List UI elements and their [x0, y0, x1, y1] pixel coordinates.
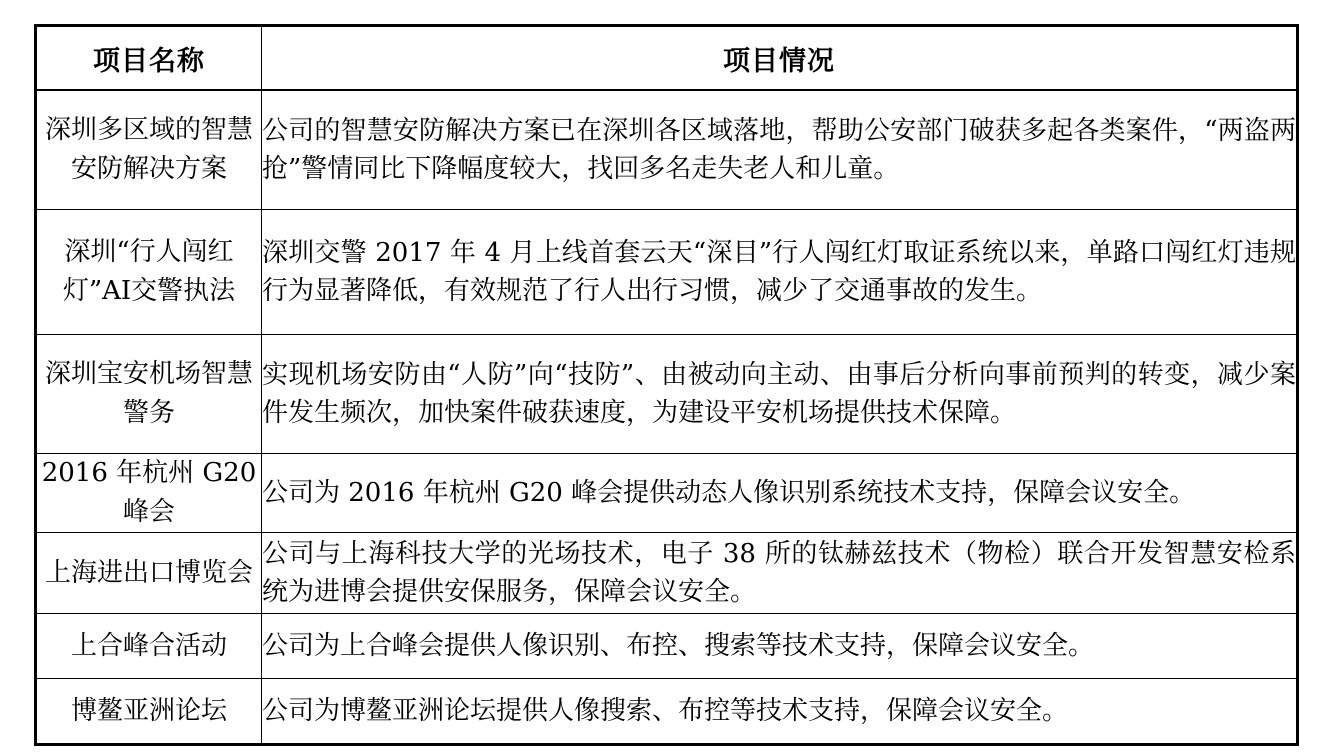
table-row: [36, 90, 1298, 210]
project-name-cell: 上海进出口博览会: [36, 533, 262, 614]
project-desc-cell: 实现机场安防由“人防”向“技防”、由被动向主动、由事后分析向事前预判的转变，减少案件发生频次，加快案件破获速度，为建设平安机场提供技术保障。: [262, 335, 1298, 454]
table-row: [36, 454, 1298, 533]
project-name-cell: 深圳“行人闯红灯”AI交警执法: [36, 210, 262, 335]
project-desc-cell: 公司为博鳌亚洲论坛提供人像搜索、布控等技术支持，保障会议安全。: [262, 679, 1298, 745]
table-row: [36, 614, 1298, 679]
project-desc-cell: 公司与上海科技大学的光场技术，电子 38 所的钛赫兹技术（物检）联合开发智慧安检系统为进博会提供安保服务，保障会议安全。: [262, 533, 1298, 614]
table-row: [36, 533, 1298, 614]
project-name-cell: 深圳多区域的智慧安防解决方案: [36, 90, 262, 210]
project-desc-cell: 公司为上合峰会提供人像识别、布控、搜索等技术支持，保障会议安全。: [262, 614, 1298, 679]
table-row: [36, 679, 1298, 745]
table-row: [36, 335, 1298, 454]
project-name-cell: 上合峰合活动: [36, 614, 262, 679]
project-name-cell: 深圳宝安机场智慧警务: [36, 335, 262, 454]
project-desc-cell: 深圳交警 2017 年 4 月上线首套云天“深目”行人闯红灯取证系统以来，单路口闯红灯违规行为显著降低，有效规范了行人出行习惯，减少了交通事故的发生。: [262, 210, 1298, 335]
project-table: [34, 24, 1299, 746]
table-header-row: [36, 26, 1298, 91]
header-project-situation: 项目情况: [262, 26, 1298, 91]
table-row: [36, 210, 1298, 335]
project-name-cell: 2016 年杭州 G20 峰会: [36, 454, 262, 533]
project-name-cell: 博鳌亚洲论坛: [36, 679, 262, 745]
project-desc-cell: 公司为 2016 年杭州 G20 峰会提供动态人像识别系统技术支持，保障会议安全。: [262, 454, 1298, 533]
project-desc-cell: 公司的智慧安防解决方案已在深圳各区域落地，帮助公安部门破获多起各类案件，“两盗两抢”警情同比下降幅度较大，找回多名走失老人和儿童。: [262, 90, 1298, 210]
header-project-name: 项目名称: [36, 26, 262, 91]
